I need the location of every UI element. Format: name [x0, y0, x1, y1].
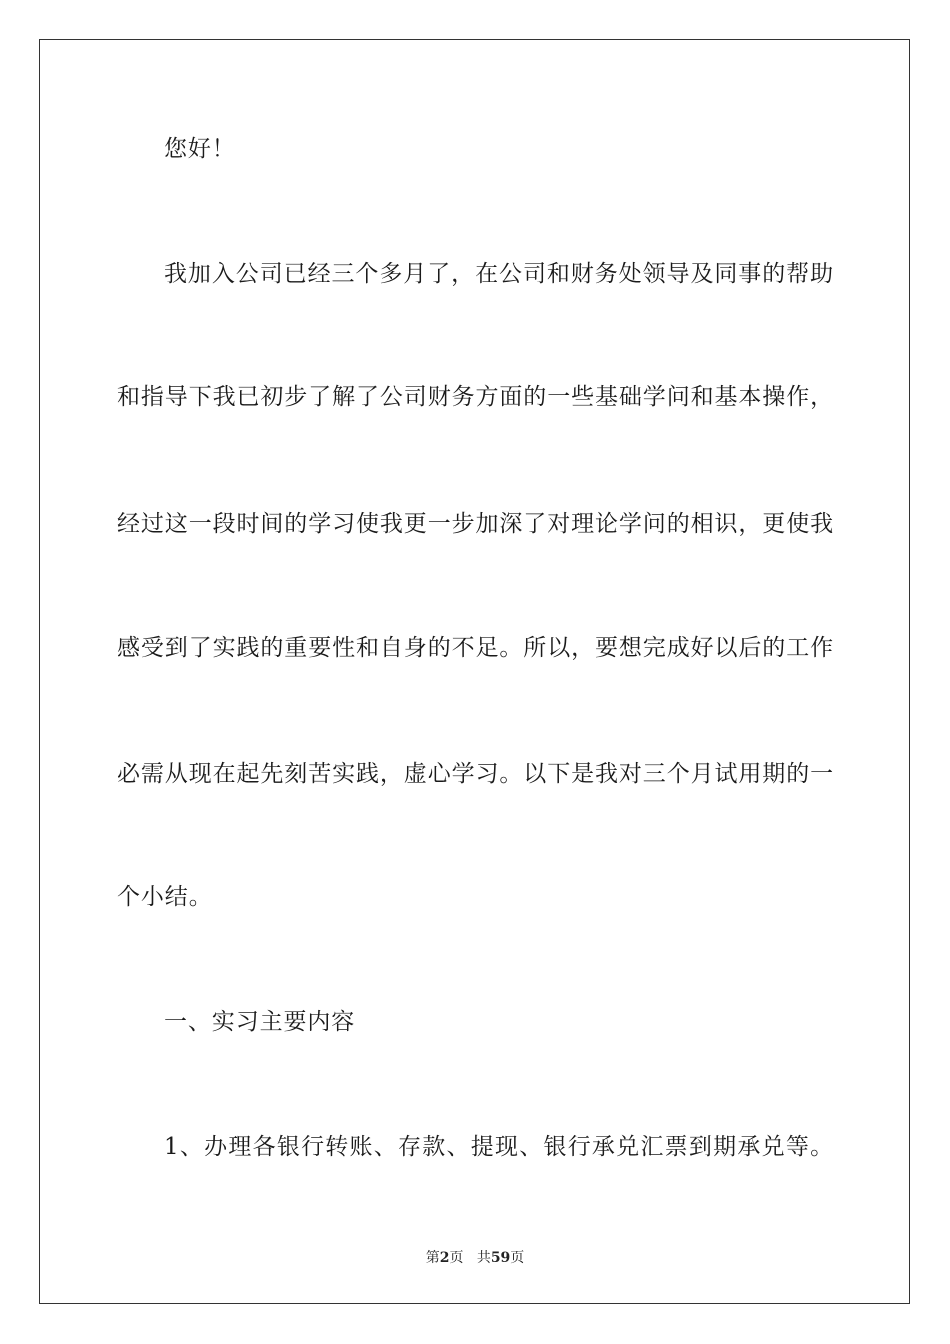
body-line-2: 和指导下我已初步了解了公司财务方面的一些基础学问和基本操作，: [117, 384, 834, 410]
total-prefix: 共: [476, 1250, 491, 1266]
total-suffix: 页: [510, 1250, 525, 1266]
greeting-line: 您好！: [164, 136, 236, 162]
page-suffix: 页: [449, 1250, 464, 1266]
page-number: 2: [439, 1250, 450, 1266]
body-line-4: 感受到了实践的重要性和自身的不足。所以，要想完成好以后的工作: [117, 635, 834, 661]
page-footer: [0, 1248, 950, 1268]
body-line-5: 必需从现在起先刻苦实践，虚心学习。以下是我对三个月试用期的一: [117, 761, 834, 787]
body-line-3: 经过这一段时间的学习使我更一步加深了对理论学问的相识，更使我: [117, 511, 834, 537]
list-item-1: 1、办理各银行转账、存款、提现、银行承兑汇票到期承兑等。: [164, 1134, 834, 1160]
page-border: [39, 39, 910, 1304]
body-line-6: 个小结。: [117, 884, 213, 910]
section-heading: 一、实习主要内容: [164, 1009, 356, 1035]
page-prefix: 第: [425, 1250, 440, 1266]
total-pages: 59: [490, 1250, 511, 1266]
body-line-1: 我加入公司已经三个多月了，在公司和财务处领导及同事的帮助: [164, 261, 834, 287]
